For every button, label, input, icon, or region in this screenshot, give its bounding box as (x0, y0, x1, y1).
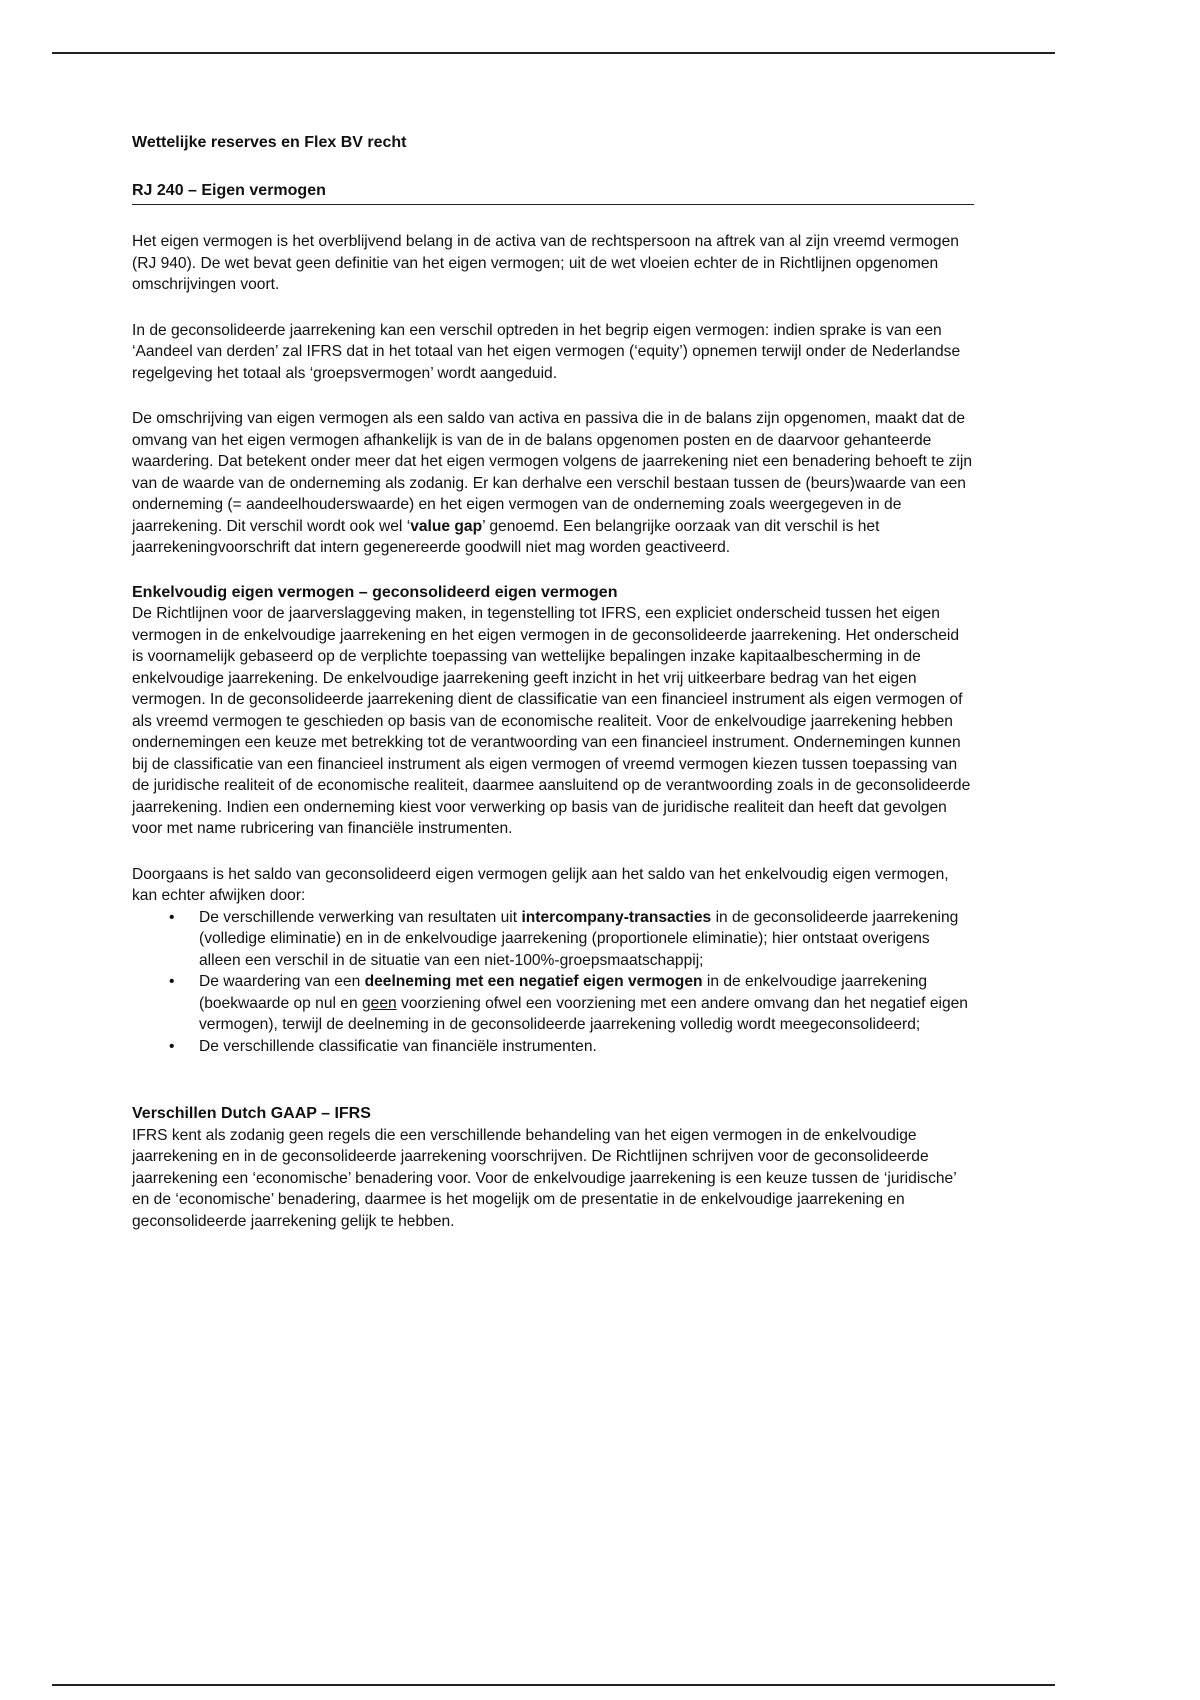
heading-enkelvoudig: Enkelvoudig eigen vermogen – geconsolideerd eigen vermogen (132, 583, 618, 601)
paragraph-value-gap (132, 408, 974, 559)
list-item: • De verschillende classificatie van financiële instrumenten. (132, 1036, 974, 1058)
section-heading-rj240: RJ 240 – Eigen vermogen (132, 180, 974, 206)
value-gap-text-before: De omschrijving van eigen vermogen als een saldo van activa en passiva die in de balans zijn opgenomen, maakt dat de omvang van het eigen vermogen afhankelijk is van de in de balans opgenomen posten en de daarvoor gehanteerde waardering. Dat betekent onder meer dat het eigen vermogen volgens de jaarrekening niet een benadering behoeft te zijn van de waarde van de onderneming als zodanig. Er kan derhalve een verschil bestaan tussen de (beurs)waarde van een onderneming (= aandeelhouderswaarde) en het eigen vermogen van de onderneming zoals weergegeven in de jaarrekening. Dit verschil wordt ook wel ‘ (132, 410, 973, 535)
list-item-emphasis: intercompany-transacties (521, 908, 712, 926)
list-item-emphasis: deelneming met een negatief eigen vermogen (364, 973, 703, 990)
paragraph-definition: Het eigen vermogen is het overblijvend belang in de activa van de rechtspersoon na aftrek van al zijn vreemd vermogen (RJ 940). De wet bevat geen definitie van het eigen vermogen; uit de wet vloeien echter de in Richtlijnen opgenomen omschrijvingen voort. (132, 233, 959, 293)
list-item-text: voorziening ofwel een voorziening met een andere omvang dan het negatief eigen vermogen), terwijl de deelneming in de geconsolideerde jaarrekening volledig wordt meegeconsolideerd; (199, 994, 968, 1033)
heading-verschillen: Verschillen Dutch GAAP – IFRS (132, 1105, 371, 1122)
paragraph-consolidated-difference: In de geconsolideerde jaarrekening kan een verschil optreden in het begrip eigen vermogen: indien sprake is van een ‘Aandeel van derden’ zal IFRS dat in het totaal van het eigen vermogen (‘equity’) opnemen terwijl onder de Nederlandse regelgeving het totaal als ‘groepsvermogen’ wordt aangeduid. (132, 321, 961, 382)
list-item (132, 971, 974, 1036)
paragraph-doorgaans-intro: Doorgaans is het saldo van geconsolideerd eigen vermogen gelijk aan het saldo van het enkelvoudig eigen vermogen, kan echter afwijken door: (132, 865, 949, 904)
list-item-text: in de enkelvoudige jaarrekening (boekwaarde op nul en (199, 973, 928, 1012)
list-item-text: De verschillende verwerking van resultaten uit (199, 908, 522, 926)
value-gap-term: value gap (410, 517, 483, 535)
list-item-text: De waardering van een (199, 973, 365, 990)
value-gap-text-after: ’ genoemd. Een belangrijke oorzaak van dit verschil is het jaarrekeningvoorschrift dat intern gegenereerde goodwill niet mag worden geactiveerd. (132, 517, 880, 556)
list-item-underlined: geen (361, 994, 397, 1012)
list-item-text: in de geconsolideerde jaarrekening (volledige eliminatie) en in de enkelvoudige jaarrekening (proportionele eliminatie); hier ontstaat overigens alleen een verschil in de situatie van een niet-100%-groepsmaatschappij; (199, 908, 959, 969)
paragraph-enkelvoudig: De Richtlijnen voor de jaarverslaggeving maken, in tegenstelling tot IFRS, een expliciet onderscheid tussen het eigen vermogen in de enkelvoudige jaarrekening en het eigen vermogen in de geconsolideerde jaarrekening. Het onderscheid is voornamelijk gebaseerd op de verplichte toepassing van wettelijke bepalingen inzake kapitaalbescherming in de enkelvoudige jaarrekening. De enkelvoudige jaarrekening geeft inzicht in het vrij uitkeerbare bedrag van het eigen vermogen. In de geconsolideerde jaarrekening dient de classificatie van een financieel instrument als eigen vermogen of als vreemd vermogen te geschieden op basis van de economische realiteit. Voor de enkelvoudige jaarrekening hebben ondernemingen een keuze met betrekking tot de verantwoording van een financieel instrument. Ondernemingen kunnen bij de classificatie van een financieel instrument als eigen vermogen of vreemd vermogen kiezen tussen toepassing van de juridische realiteit of de economische realiteit, daarmee aansluitend op de verantwoording zoals in de geconsolideerde jaarrekening. Indien een onderneming kiest voor verwerking op basis van de juridische realiteit dan heeft dat gevolgen voor met name rubricering van financiële instrumenten. (132, 605, 971, 837)
document-body (132, 132, 974, 1232)
list-item (132, 907, 974, 972)
top-rule (52, 52, 1055, 54)
paragraph-verschillen: IFRS kent als zodanig geen regels die een verschillende behandeling van het eigen vermogen in de enkelvoudige jaarrekening en in de geconsolideerde jaarrekening voorschrijven. De Richtlijnen schrijven voor de geconsolideerde jaarrekening een ‘economische’ benadering voor. Voor de enkelvoudige jaarrekening is een keuze tussen de ‘juridische’ en de ‘economische’ benadering, daarmee is het mogelijk om de presentatie in de enkelvoudige jaarrekening en geconsolideerde jaarrekening gelijk te hebben. (132, 1126, 957, 1230)
bottom-rule (52, 1684, 1055, 1686)
difference-list (132, 907, 974, 1058)
document-title: Wettelijke reserves en Flex BV recht (132, 134, 407, 151)
